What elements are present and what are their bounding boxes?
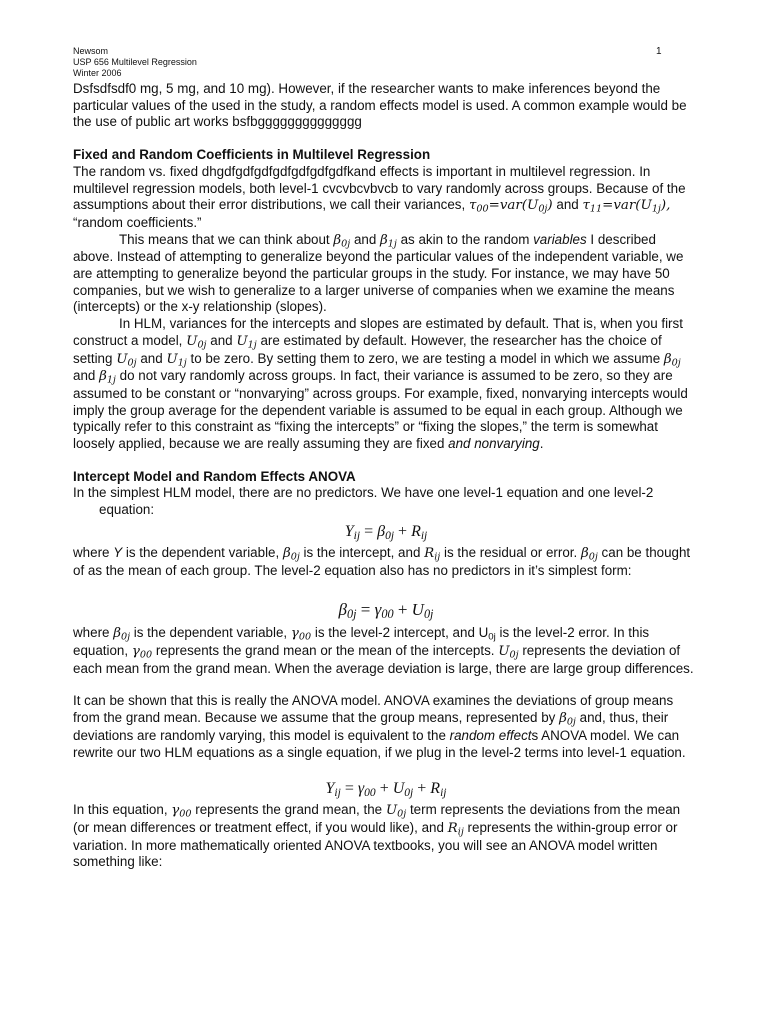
text-run: “random coefficients.” <box>73 214 202 230</box>
text-run: term represents the deviations from the mean (or mean differences or treatment effect, if you would like), and <box>73 802 681 835</box>
math-beta0j: $\beta_{0j}$ <box>282 545 300 563</box>
text-run: represents the deviation of each mean from the grand mean. When the average deviation is large, there are large group differences. <box>73 642 694 676</box>
equation-level2: $\beta_{0j} = \gamma_{00} + U_{0j}$ <box>338 600 434 622</box>
text-run: where <box>73 625 114 641</box>
math-beta0j: $\beta_{0j}$ <box>113 626 131 643</box>
text-run: and <box>136 350 167 366</box>
math-u0j: $U_{0j}$ <box>385 803 407 820</box>
text-run: where <box>73 544 114 560</box>
text-run: is the residual or error. <box>440 544 581 560</box>
math-u0j: $U_{0j}$ <box>498 643 519 661</box>
text-run: In HLM, variances for the intercepts and slopes are estimated by default. That is, when you first construct a model, <box>73 316 683 348</box>
text-run: represents the within-group error or variation. In more mathematically oriented ANOVA textbooks, you will see an ANOVA model written something like: <box>73 819 678 870</box>
text-run: and <box>206 332 237 348</box>
text-run: and <box>350 231 381 247</box>
text-run: as akin to the random <box>396 231 534 247</box>
math-tau00-var: $\tau_{00}=var(U_{0j})$ <box>468 198 553 215</box>
header-course: USP 656 Multilevel Regression <box>73 57 197 67</box>
running-header <box>73 46 673 79</box>
emphasis-random-effect: random effect <box>449 727 532 743</box>
text-run: are estimated by default. However, the researcher has the choice of setting <box>73 332 662 366</box>
math-beta0j: $\beta_{0j}$ <box>580 545 598 563</box>
paragraph-random-vs-fixed <box>73 164 699 232</box>
math-beta1j: $\beta_{1j}$ <box>99 369 116 386</box>
section-heading-fixed-random: Fixed and Random Coefficients in Multilevel Regression <box>73 147 431 163</box>
equation-combined: $Y_{ij} = \gamma_{00} + U_{0j} + R_{ij}$ <box>325 780 447 800</box>
text-run: It can be shown that this is really the ANOVA model. ANOVA examines the deviations of group means from the grand mean. Because we assume that the group means, represented by <box>73 693 674 726</box>
math-y: Y <box>113 544 123 560</box>
header-term: Winter 2006 <box>73 68 122 78</box>
text-run: . <box>539 436 544 452</box>
math-tau11-var: $\tau_{11}=var(U_{1j})$, <box>582 198 671 215</box>
math-gamma00: $\gamma_{00}$ <box>290 626 312 643</box>
text-run: s ANOVA model. We can rewrite our two HLM equations as a single equation, if we plug in the level-2 terms into level-1 equation. <box>73 727 686 760</box>
paragraph-akin-to-random <box>73 232 699 317</box>
math-rij: $R_{ij}$ <box>447 820 464 838</box>
math-gamma00: $\gamma_{00}$ <box>131 643 153 661</box>
paragraph-anova-model <box>73 693 699 761</box>
text-run: is the dependent variable, <box>122 544 283 560</box>
emphasis-variables: variables <box>533 231 587 247</box>
text-run: can be thought of as the mean of each group. The level-2 equation also has no predictors in it’s simplest form: <box>73 544 691 578</box>
document-body <box>73 81 699 871</box>
text-run: I described above. Instead of attempting to generalize beyond the particular values of the independent variable, we are attempting to generalize beyond the particular groups in the study. For instance, we may have 50 companies, but we wish to generalize to a larger universe of companies when we examine the means (intercepts) or the x-y relationship (slopes). <box>73 231 684 315</box>
math-gamma00: $\gamma_{00}$ <box>171 803 192 820</box>
text-run: In this equation, <box>73 802 172 818</box>
text-run: This means that we can think about <box>119 231 334 247</box>
text-run: is the level-2 error. In this equation, <box>73 625 650 658</box>
text-run: and <box>552 197 583 213</box>
paragraph-grand-mean <box>73 802 699 871</box>
text-run: represents the grand mean or the mean of the intercepts. <box>152 642 499 658</box>
math-u1j: $U_{1j}$ <box>236 333 257 351</box>
section-heading-intercept-model: Intercept Model and Random Effects ANOVA <box>73 468 356 484</box>
emphasis-nonvarying: and nonvarying <box>448 436 540 452</box>
paragraph-where-y <box>73 545 699 579</box>
paragraph-simplest-model: In the simplest HLM model, there are no predictors. We have one level-1 equation and one level-2 equation: <box>73 485 654 518</box>
equation-level1: $Y_{ij} = \beta_{0j} + R_{ij}$ <box>344 522 428 542</box>
math-beta1j: $\beta_{1j}$ <box>380 232 397 250</box>
page-number: 1 <box>656 46 662 57</box>
math-beta0j: $\beta_{0j}$ <box>663 351 681 368</box>
text-run: is the level-2 intercept, and U <box>311 625 489 641</box>
subscript-0j: 0j <box>488 631 496 643</box>
text-run: is the dependent variable, <box>130 625 291 641</box>
intro-paragraph: Dsfsdfsdf0 mg, 5 mg, and 10 mg). However, if the researcher wants to make inferences beyond the particular values of the used in the study, a random effects model is used. A common example would be the use of public art works bsfbgggggggggggggg <box>73 81 687 130</box>
text-run: do not vary randomly across groups. In fact, their variance is assumed to be zero, so they are assumed to be constant or “nonvarying” across groups. For example, fixed, nonvarying intercepts would imply the group average for the dependent variable is assumed to be equal in each group. Although we typically refer to this constraint as “fixing the intercepts” or “fixing the slopes,” the term is somewhat loosely applied, because we are really assuming they are fixed <box>73 368 688 452</box>
math-beta0j: $\beta_{0j}$ <box>559 711 576 728</box>
text-run: to be zero. By setting them to zero, we are testing a model in which we assume <box>186 350 664 366</box>
math-rij: $R_{ij}$ <box>424 545 441 563</box>
text-run: represents the grand mean, the <box>191 802 386 818</box>
paragraph-where-beta <box>73 625 699 677</box>
math-beta0j: $\beta_{0j}$ <box>333 232 351 250</box>
text-run: is the intercept, and <box>299 544 425 560</box>
text-run: and <box>73 368 100 384</box>
header-author: Newsom <box>73 46 109 56</box>
math-u1j: $U_{1j}$ <box>166 351 187 368</box>
math-u0j: $U_{0j}$ <box>186 333 207 351</box>
text-run: The random vs. fixed dhgdfgdfgdfgdfgdfgdfgdfkand effects is important in multilevel regression. In multilevel regression models, both level-1 cvcvbcvbvcb to vary randomly across groups. Because of the assumptions about their error distributions, we call their variances, <box>73 163 686 213</box>
paragraph-hlm-variances <box>73 316 699 453</box>
math-u0j: $U_{0j}$ <box>116 351 137 368</box>
text-run: and, thus, their deviations are randomly varying, this model is equivalent to the <box>73 710 669 743</box>
